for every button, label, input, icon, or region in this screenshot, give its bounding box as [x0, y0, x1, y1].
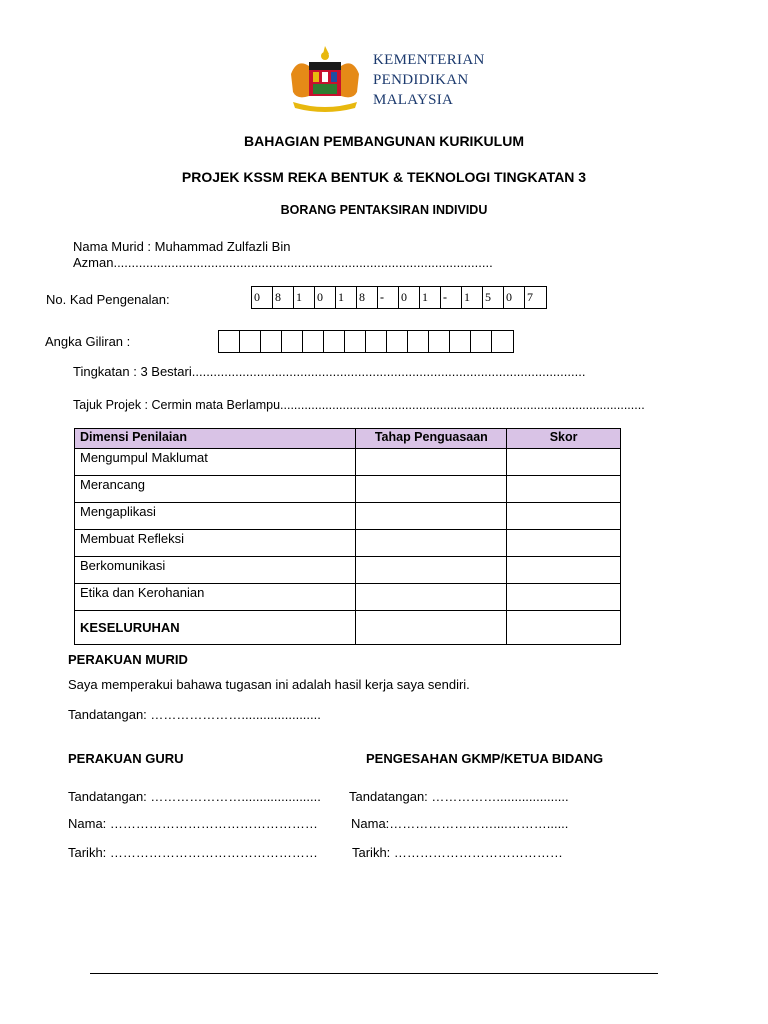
- score-cell[interactable]: [507, 530, 621, 557]
- exam-number-cell[interactable]: [261, 331, 282, 352]
- ic-digit: 0: [399, 287, 420, 308]
- level-cell[interactable]: [356, 449, 507, 476]
- column-header-score: Skor: [507, 429, 621, 449]
- ic-label: No. Kad Pengenalan:: [46, 292, 170, 307]
- dimension-cell: Etika dan Kerohanian: [75, 584, 356, 611]
- ic-digit: 0: [252, 287, 273, 308]
- dimension-cell: Berkomunikasi: [75, 557, 356, 584]
- table-row: [75, 530, 621, 557]
- total-level-cell[interactable]: [356, 611, 507, 645]
- exam-number-boxes[interactable]: [218, 330, 514, 353]
- assessment-table: [74, 428, 621, 645]
- teacher-signature-line[interactable]: Tandatangan: …………………......................: [68, 789, 321, 804]
- division-heading: BAHAGIAN PEMBANGUNAN KURIKULUM: [244, 133, 524, 149]
- ic-digit: 7: [527, 290, 533, 304]
- ic-separator: -: [441, 287, 462, 308]
- table-row: [75, 503, 621, 530]
- teacher-name-line[interactable]: Nama: …………………………………………: [68, 816, 318, 831]
- ic-digit: 0: [504, 287, 525, 308]
- exam-number-cell[interactable]: [219, 331, 240, 352]
- student-name-line-1: Nama Murid : Muhammad Zulfazli Bin: [73, 239, 291, 254]
- project-heading: PROJEK KSSM REKA BENTUK & TEKNOLOGI TINGKATAN 3: [181, 169, 587, 185]
- coat-of-arms-icon: [283, 44, 367, 116]
- total-label-cell: KESELURUHAN: [75, 611, 356, 645]
- score-cell[interactable]: [507, 557, 621, 584]
- student-declaration-statement: Saya memperakui bahawa tugasan ini adalah hasil kerja saya sendiri.: [68, 677, 470, 692]
- exam-number-cell[interactable]: [450, 331, 471, 352]
- ministry-line-2: PENDIDIKAN: [373, 72, 469, 88]
- dimension-cell: Mengumpul Maklumat: [75, 449, 356, 476]
- exam-number-cell[interactable]: [387, 331, 408, 352]
- exam-number-cell[interactable]: [492, 331, 513, 352]
- score-cell[interactable]: [507, 503, 621, 530]
- form-title: BORANG PENTAKSIRAN INDIVIDU: [280, 203, 488, 217]
- ic-digit: 0: [315, 287, 336, 308]
- table-row: [75, 476, 621, 503]
- table-header-row: [75, 429, 621, 449]
- score-cell[interactable]: [507, 584, 621, 611]
- ministry-line-1: KEMENTERIAN: [373, 52, 485, 68]
- column-header-level: Tahap Penguasaan: [356, 429, 507, 449]
- teacher-declaration-title: PERAKUAN GURU: [68, 751, 184, 766]
- exam-number-cell[interactable]: [282, 331, 303, 352]
- dimension-cell: Mengaplikasi: [75, 503, 356, 530]
- exam-number-cell[interactable]: [240, 331, 261, 352]
- table-row: [75, 584, 621, 611]
- ic-number-boxes: [251, 286, 547, 309]
- level-cell[interactable]: [356, 557, 507, 584]
- exam-number-cell[interactable]: [345, 331, 366, 352]
- table-row: [75, 449, 621, 476]
- column-header-dimension: Dimensi Penilaian: [75, 429, 356, 449]
- table-row: [75, 557, 621, 584]
- exam-number-cell[interactable]: [366, 331, 387, 352]
- ic-digit: 5: [483, 287, 504, 308]
- project-title: Tajuk Projek : Cermin mata Berlampu.........................................................................................................: [73, 398, 645, 412]
- ic-separator: -: [378, 287, 399, 308]
- exam-number-cell[interactable]: [471, 331, 492, 352]
- table-total-row: [75, 611, 621, 645]
- student-declaration-title: PERAKUAN MURID: [68, 652, 188, 667]
- ic-digit: 1: [336, 287, 357, 308]
- ic-digit: 1: [294, 287, 315, 308]
- score-cell[interactable]: [507, 449, 621, 476]
- exam-number-label: Angka Giliran :: [45, 334, 131, 349]
- dimension-cell: Merancang: [75, 476, 356, 503]
- level-cell[interactable]: [356, 530, 507, 557]
- student-signature-line[interactable]: Tandatangan: …………………......................: [68, 707, 321, 722]
- exam-number-cell[interactable]: [429, 331, 450, 352]
- ic-digit: 1: [462, 287, 483, 308]
- ministry-name: [373, 50, 485, 110]
- teacher-date-line[interactable]: Tarikh: …………………………………………: [68, 845, 318, 860]
- score-cell[interactable]: [507, 476, 621, 503]
- head-date-line[interactable]: Tarikh: …………………………………: [352, 845, 563, 860]
- exam-number-cell[interactable]: [303, 331, 324, 352]
- level-cell[interactable]: [356, 476, 507, 503]
- ic-digit: 8: [357, 287, 378, 308]
- student-name-line-2: Azman.........................................................................................................: [73, 255, 493, 270]
- ic-digit: 8: [273, 287, 294, 308]
- level-cell[interactable]: [356, 584, 507, 611]
- ic-digit: 1: [420, 287, 441, 308]
- head-signature-line[interactable]: Tandatangan: ……………....................: [349, 789, 569, 804]
- exam-number-cell[interactable]: [324, 331, 345, 352]
- dimension-cell: Membuat Refleksi: [75, 530, 356, 557]
- footer-divider: [90, 973, 658, 974]
- level-cell[interactable]: [356, 503, 507, 530]
- head-name-line[interactable]: Nama:……………………....………......: [351, 816, 569, 831]
- total-score-cell[interactable]: [507, 611, 621, 645]
- ministry-line-3: MALAYSIA: [373, 92, 454, 108]
- head-verification-title: PENGESAHAN GKMP/KETUA BIDANG: [366, 751, 604, 766]
- ministry-logo: [283, 44, 503, 116]
- exam-number-cell[interactable]: [408, 331, 429, 352]
- form-level: Tingkatan : 3 Bestari.............................................................................................................: [73, 364, 586, 379]
